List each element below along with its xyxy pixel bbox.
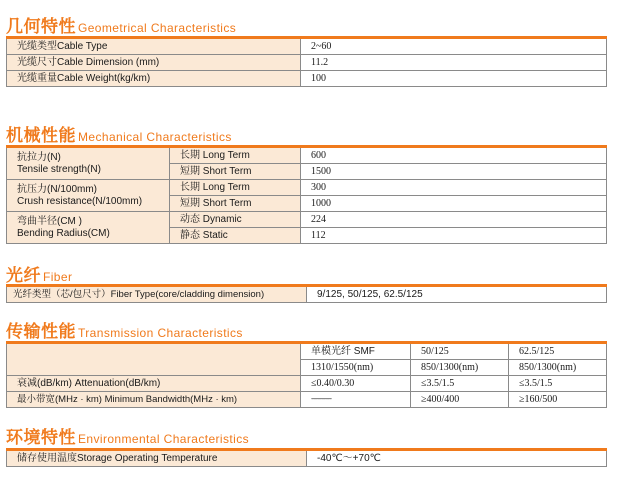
geometrical-title-cn: 几何特性 [6, 17, 76, 36]
bandwidth-value: ≥160/500 [509, 392, 607, 408]
mechanical-label-en: Tensile strength(N) [17, 163, 101, 175]
table-row [7, 180, 607, 196]
environmental-title-en: Environmental Characteristics [78, 432, 249, 446]
table-row [7, 71, 607, 87]
geometrical-value: 2~60 [301, 38, 607, 55]
fiber-table [6, 284, 607, 303]
mechanical-value: 300 [301, 180, 607, 196]
mechanical-value: 112 [301, 228, 607, 244]
transmission-section-title [6, 317, 243, 342]
table-row [7, 55, 607, 71]
table-row [7, 212, 607, 228]
mechanical-label-cn: 抗拉力(N) [17, 151, 61, 163]
attenuation-value: ≤3.5/1.5 [411, 376, 509, 392]
mechanical-sub-label: 动态 Dynamic [170, 212, 301, 228]
table-row [7, 376, 607, 392]
geometrical-label: 光缆尺寸Cable Dimension (mm) [7, 55, 301, 71]
fiber-label: 光纤类型（芯/包尺寸）Fiber Type(core/cladding dimension) [7, 286, 307, 303]
mechanical-sub-label: 长期 Long Term [170, 180, 301, 196]
attenuation-label: 衰减(dB/km) Attenuation(dB/km) [7, 376, 301, 392]
mechanical-label-cn: 抗压力(N/100mm) [17, 183, 98, 195]
geometrical-title-en: Geometrical Characteristics [78, 21, 237, 35]
transmission-wavelength: 850/1300(nm) [509, 360, 607, 376]
mechanical-value: 1000 [301, 196, 607, 212]
geometrical-label: 光缆重量Cable Weight(kg/km) [7, 71, 301, 87]
geometrical-value: 11.2 [301, 55, 607, 71]
transmission-title-en: Transmission Characteristics [78, 326, 243, 340]
environmental-table [6, 448, 607, 467]
mechanical-sub-label: 短期 Short Term [170, 196, 301, 212]
mechanical-label-en: Bending Radius(CM) [17, 227, 110, 239]
mechanical-sub-label: 静态 Static [170, 228, 301, 244]
mechanical-title-cn: 机械性能 [6, 126, 76, 145]
geometrical-label: 光缆类型Cable Type [7, 38, 301, 55]
table-row [7, 38, 607, 55]
mechanical-sub-label: 长期 Long Term [170, 147, 301, 164]
attenuation-value: ≤3.5/1.5 [509, 376, 607, 392]
geometrical-value: 100 [301, 71, 607, 87]
mechanical-value: 224 [301, 212, 607, 228]
environmental-label: 储存使用温度Storage Operating Temperature [7, 450, 307, 467]
environmental-section-title [6, 423, 249, 448]
mechanical-group-label [7, 147, 170, 180]
transmission-header-smf: 单模光纤 SMF [301, 343, 411, 360]
transmission-wavelength: 1310/1550(nm) [301, 360, 411, 376]
mechanical-table [6, 145, 607, 244]
mechanical-section-title [6, 121, 232, 146]
geometrical-section-title [6, 12, 236, 37]
bandwidth-value: --------------- [301, 392, 411, 408]
mechanical-value: 600 [301, 147, 607, 164]
mechanical-value: 1500 [301, 164, 607, 180]
table-row [7, 343, 607, 360]
bandwidth-value: ≥400/400 [411, 392, 509, 408]
transmission-header-62: 62.5/125 [509, 343, 607, 360]
bandwidth-label: 最小带宽(MHz · km) Minimum Bandwidth(MHz · km) [7, 392, 301, 408]
transmission-wavelength: 850/1300(nm) [411, 360, 509, 376]
mechanical-group-label [7, 180, 170, 212]
geometrical-table [6, 36, 607, 87]
mechanical-label-en: Crush resistance(N/100mm) [17, 195, 143, 207]
transmission-table [6, 341, 607, 408]
transmission-header-blank [7, 343, 301, 376]
environmental-value: -40℃～+70℃ [307, 450, 607, 467]
fiber-value: 9/125, 50/125, 62.5/125 [307, 286, 607, 303]
fiber-title-cn: 光纤 [6, 266, 41, 285]
fiber-section-title [6, 261, 72, 286]
mechanical-group-label [7, 212, 170, 244]
attenuation-value: ≤0.40/0.30 [301, 376, 411, 392]
transmission-title-cn: 传输性能 [6, 322, 76, 341]
mechanical-title-en: Mechanical Characteristics [78, 130, 232, 144]
table-row [7, 450, 607, 467]
transmission-header-50: 50/125 [411, 343, 509, 360]
table-row [7, 147, 607, 164]
environmental-title-cn: 环境特性 [6, 428, 76, 447]
mechanical-label-cn: 弯曲半径(CM ) [17, 215, 82, 227]
table-row [7, 286, 607, 303]
table-row [7, 392, 607, 408]
mechanical-sub-label: 短期 Short Term [170, 164, 301, 180]
fiber-title-en: Fiber [43, 270, 73, 284]
